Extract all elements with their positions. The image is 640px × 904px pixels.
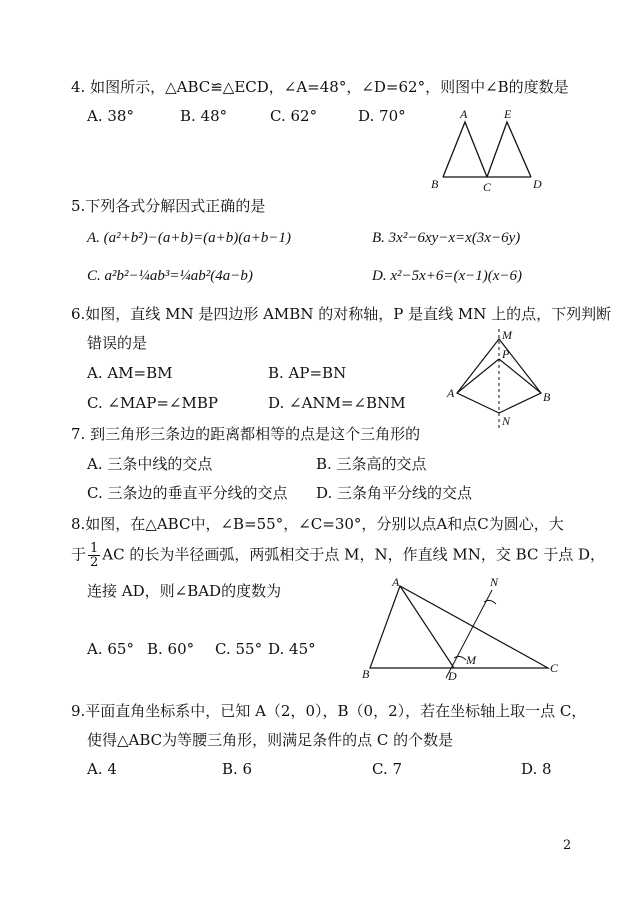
q4-label-d: D bbox=[533, 177, 542, 191]
q7-stem: 7. 到三角形三条边的距离都相等的点是这个三角形的 bbox=[71, 425, 421, 443]
q5-option-b: B. 3x²−6xy−x=x(3x−6y) bbox=[372, 230, 521, 246]
q6-segment-bp bbox=[499, 359, 541, 393]
q7-option-b: B. 三条高的交点 bbox=[316, 455, 427, 473]
q8-option-a: A. 65° bbox=[87, 640, 134, 658]
q6-option-c: C. ∠MAP=∠MBP bbox=[87, 394, 218, 412]
q4-option-a: A. 38° bbox=[87, 107, 134, 125]
q4-option-b: B. 48° bbox=[180, 107, 228, 125]
q6-segment-ap bbox=[457, 359, 499, 393]
q8-segment-ad bbox=[400, 586, 454, 668]
q8-option-b: B. 60° bbox=[147, 640, 195, 658]
q6-option-b: B. AP=BN bbox=[268, 364, 347, 382]
q4-label-b: B bbox=[431, 177, 439, 191]
q4-label-c: C bbox=[483, 180, 492, 194]
q6-option-d: D. ∠ANM=∠BNM bbox=[268, 394, 406, 412]
q5-option-a: A. (a²+b²)−(a+b)=(a+b)(a+b−1) bbox=[87, 230, 291, 246]
q8-option-c: C. 55° bbox=[215, 640, 263, 658]
q9-option-a: A. 4 bbox=[87, 760, 117, 778]
q8-fraction-numerator: 1 bbox=[90, 541, 99, 556]
q8-figure bbox=[362, 572, 562, 682]
q4-triangle-abc bbox=[443, 122, 487, 177]
q9-option-b: B. 6 bbox=[222, 760, 253, 778]
q6-stem-line1: 6.如图，直线 MN 是四边形 AMBN 的对称轴，P 是直线 MN 上的点，下列判断 bbox=[71, 305, 612, 323]
q6-figure bbox=[445, 325, 555, 435]
q6-label-b: B bbox=[543, 390, 551, 404]
q8-label-d: D bbox=[448, 669, 457, 683]
q5-option-d: D. x²−5x+6=(x−1)(x−6) bbox=[372, 268, 523, 284]
q6-stem-line2: 错误的是 bbox=[87, 334, 148, 352]
q9-stem-line2: 使得△ABC为等腰三角形，则满足条件的点 C 的个数是 bbox=[87, 731, 454, 749]
q5-stem: 5.下列各式分解因式正确的是 bbox=[71, 197, 266, 215]
q4-label-e: E bbox=[504, 107, 512, 121]
q8-stem-line1: 8.如图，在△ABC中，∠B=55°，∠C=30°，分别以点A和点C为圆心，大 bbox=[71, 515, 564, 533]
q8-label-b: B bbox=[362, 667, 370, 681]
q9-stem-line1: 9.平面直角坐标系中，已知 A（2，0），B（0，2），若在坐标轴上取一点 C， bbox=[71, 702, 587, 720]
q8-label-n: N bbox=[490, 575, 499, 589]
q4-figure bbox=[425, 105, 555, 195]
q7-option-d: D. 三条角平分线的交点 bbox=[316, 484, 473, 502]
q8-fraction-denominator: 2 bbox=[90, 555, 99, 570]
q6-label-n: N bbox=[502, 414, 511, 428]
q8-label-c: C bbox=[550, 661, 559, 675]
q4-label-a: A bbox=[460, 107, 468, 121]
q4-option-d: D. 70° bbox=[358, 107, 406, 125]
q8-stem-line3: 连接 AD，则∠BAD的度数为 bbox=[87, 582, 282, 600]
q5-option-c: C. a²b²−¼ab³=¼ab²(4a−b) bbox=[87, 268, 253, 284]
q8-stem-line2 bbox=[71, 542, 605, 569]
q6-label-p: P bbox=[502, 347, 510, 361]
q8-stem-line2-post: AC 的长为半径画弧，两弧相交于点 M，N，作直线 MN，交 BC 于点 D， bbox=[102, 545, 605, 564]
q8-label-m: M bbox=[466, 653, 476, 667]
page-number: 2 bbox=[563, 838, 572, 853]
q6-label-m: M bbox=[502, 328, 512, 342]
q8-label-a: A bbox=[392, 575, 400, 589]
q7-option-c: C. 三条边的垂直平分线的交点 bbox=[87, 484, 288, 502]
q4-triangle-ecd bbox=[487, 122, 531, 177]
q6-option-a: A. AM=BM bbox=[87, 364, 173, 382]
q4-stem: 4. 如图所示，△ABC≌△ECD，∠A=48°，∠D=62°，则图中∠B的度数是 bbox=[71, 78, 569, 96]
q8-triangle-abc bbox=[370, 586, 548, 668]
q6-label-a: A bbox=[447, 386, 455, 400]
q8-fraction bbox=[88, 542, 100, 569]
q4-option-c: C. 62° bbox=[270, 107, 318, 125]
q8-stem-line2-pre: 于 bbox=[71, 545, 87, 564]
q8-option-d: D. 45° bbox=[268, 640, 316, 658]
q7-option-a: A. 三条中线的交点 bbox=[87, 455, 213, 473]
q9-option-c: C. 7 bbox=[372, 760, 403, 778]
q9-option-d: D. 8 bbox=[521, 760, 552, 778]
